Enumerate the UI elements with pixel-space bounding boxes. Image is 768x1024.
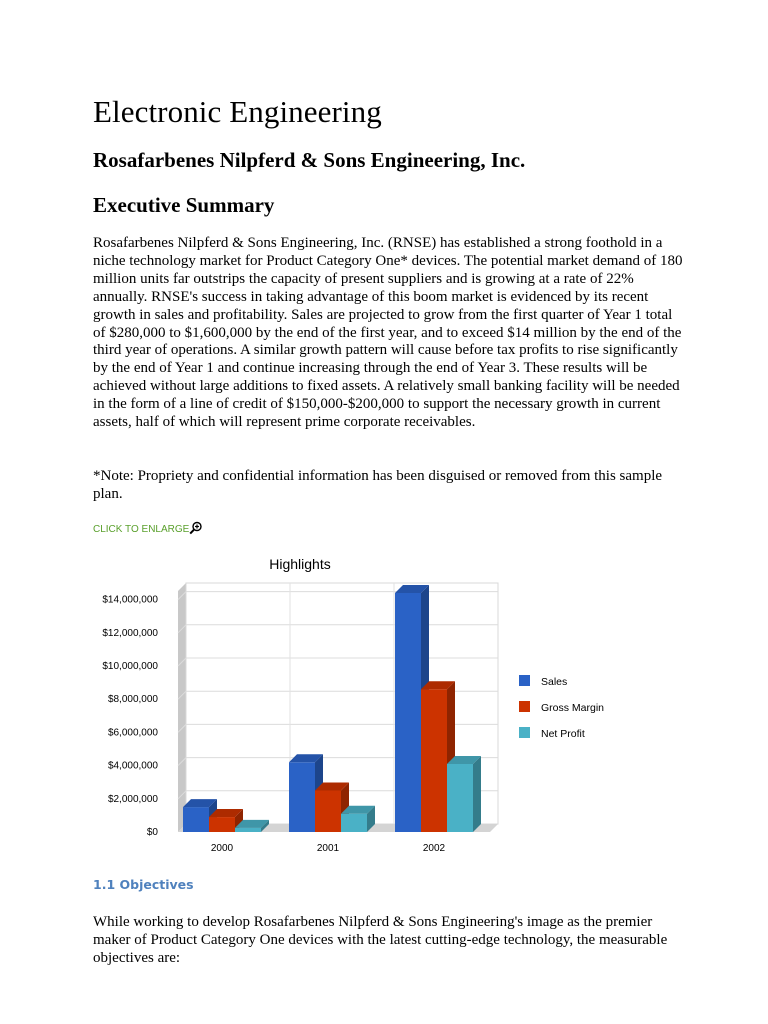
chart-title: Highlights xyxy=(269,556,331,572)
legend-swatch-gross-margin xyxy=(519,701,530,712)
bar-side-net-profit-2002 xyxy=(473,756,481,832)
y-tick-label: $8,000,000 xyxy=(107,694,158,706)
click-to-enlarge-label[interactable]: CLICK TO ENLARGE xyxy=(93,524,190,535)
objectives-heading: 1.1 Objectives xyxy=(93,877,194,892)
summary-paragraph: Rosafarbenes Nilpferd & Sons Engineering, Inc. (RNSE) has established a strong foothold in a niche technology market for Product Category One* devices. The potential market demand of 180 million units far outstrips the capacity of present suppliers and is growing at a rate of 22% annually. RNSE's success in taking advantage of this boom market is evidenced by its recent growth in sales and profitability. Sales are projected to grow from the first quarter of Year 1 total of $280,000 to $1,600,000 by the end of the first year, and to exceed $14 million by the end of the third year of operations. A similar growth pattern will cause before tax profits to rise significantly by the end of Year 1 and continue increasing through the end of Year 3. These results will be achieved without large additions to fixed assets. A relatively small banking facility will be needed in the form of a line of credit of $150,000-$200,000 to support the necessary growth in current assets, half of which will represent prime corporate receivables. xyxy=(93,235,683,431)
note-paragraph: *Note: Propriety and confidential information has been disguised or removed from this sample plan. xyxy=(93,468,663,502)
bar-gross-margin-2000 xyxy=(209,817,235,832)
legend-swatch-sales xyxy=(519,675,530,686)
section-heading: Executive Summary xyxy=(93,193,275,217)
x-tick-label: 2002 xyxy=(422,843,446,854)
bar-net-profit-2001 xyxy=(341,814,367,832)
y-tick-label: $0 xyxy=(146,827,158,838)
x-tick-label: 2000 xyxy=(210,843,234,854)
objectives-paragraph: While working to develop Rosafarbenes Nilpferd & Sons Engineering's image as the premier maker of Product Category One devices with the latest cutting-edge technology, the measurable objectives are: xyxy=(93,914,668,966)
company-heading: Rosafarbenes Nilpferd & Sons Engineering, Inc. xyxy=(93,148,526,172)
bar-sales-2000 xyxy=(183,807,209,832)
y-tick-label: $10,000,000 xyxy=(102,661,158,672)
legend-swatch-net-profit xyxy=(519,727,530,738)
y-tick-label: $6,000,000 xyxy=(107,727,158,739)
bar-gross-margin-2001 xyxy=(315,791,341,833)
legend-label: Net Profit xyxy=(541,728,585,740)
y-tick-label: $14,000,000 xyxy=(102,594,158,606)
legend-label: Gross Margin xyxy=(541,702,605,714)
x-tick-label: 2001 xyxy=(316,843,340,854)
bar-sales-2001 xyxy=(289,762,315,832)
y-tick-label: $4,000,000 xyxy=(107,760,158,772)
bar-gross-margin-2002 xyxy=(421,689,447,832)
y-tick-label: $2,000,000 xyxy=(107,793,158,805)
bar-sales-2002 xyxy=(395,593,421,832)
y-tick-label: $12,000,000 xyxy=(102,627,158,639)
bar-net-profit-2002 xyxy=(447,764,473,832)
legend-label: Sales xyxy=(541,676,568,688)
bar-net-profit-2000 xyxy=(235,828,261,832)
document-title: Electronic Engineering xyxy=(93,94,382,129)
